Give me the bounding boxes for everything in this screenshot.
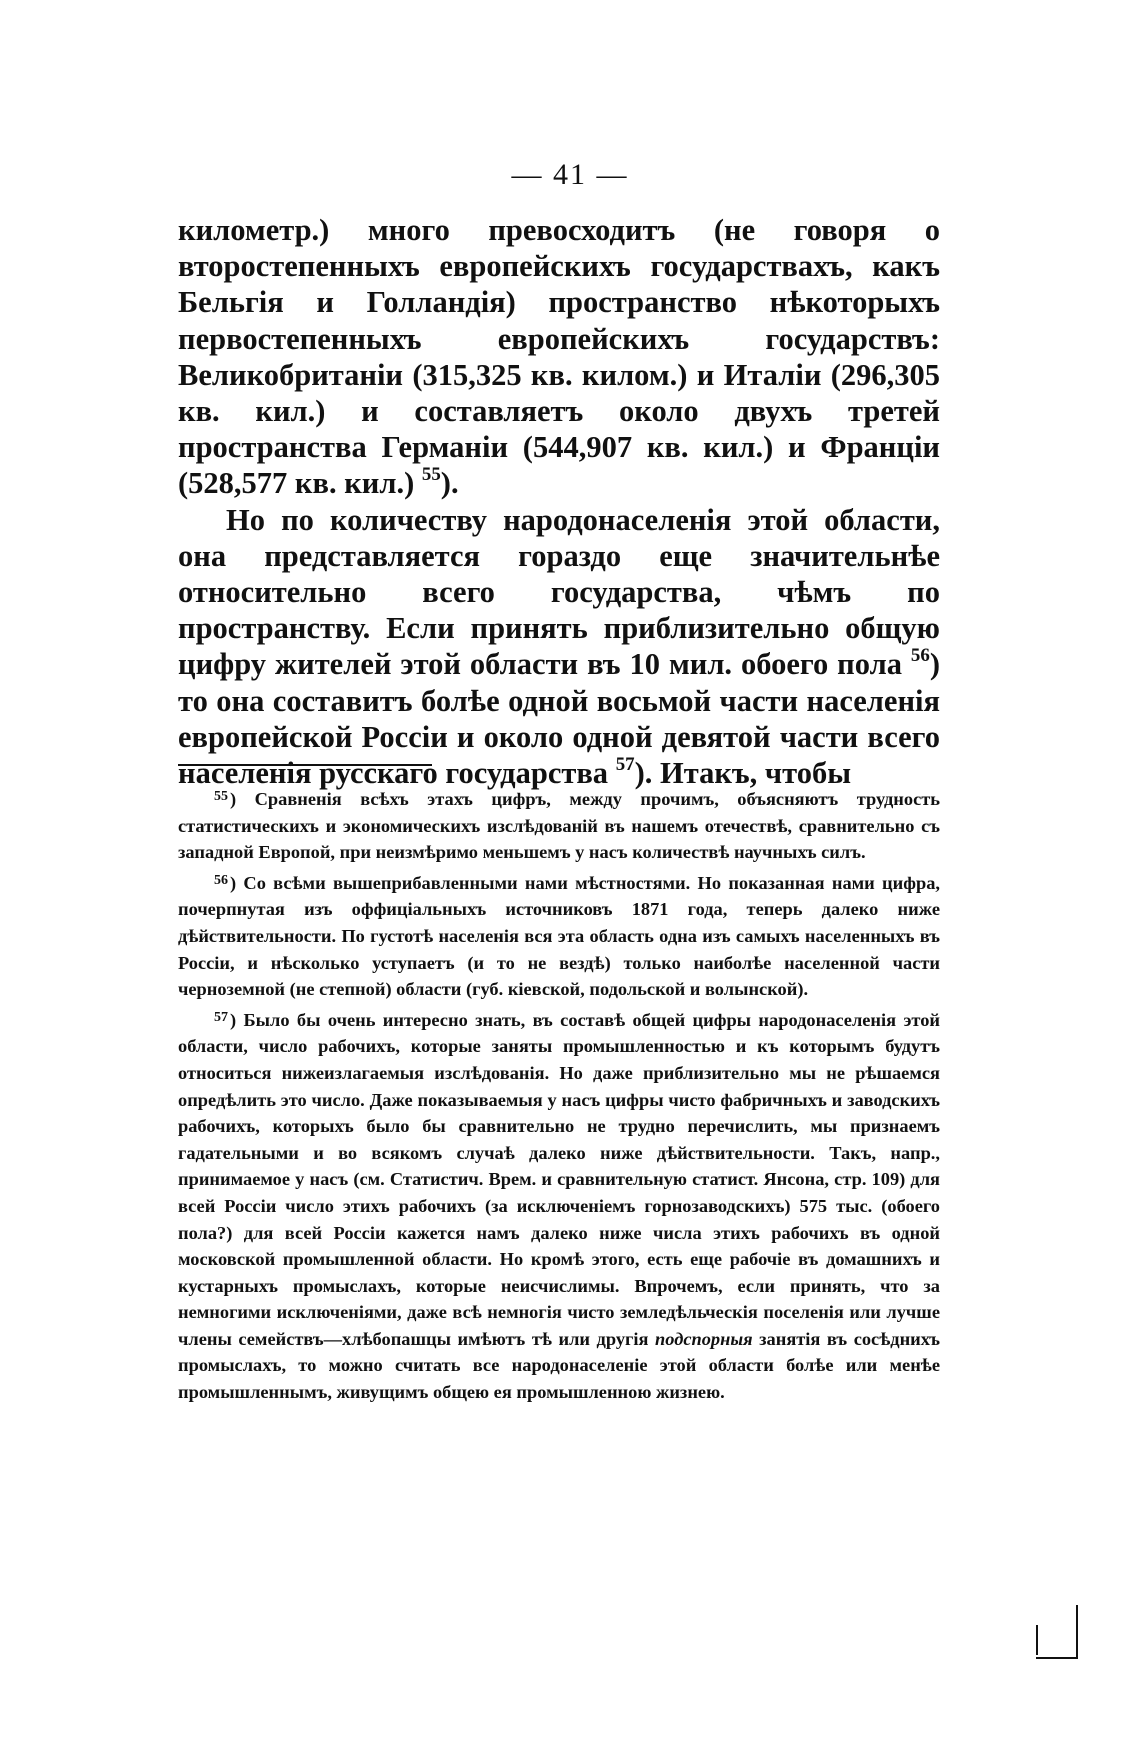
corner-crop-mark	[1036, 1605, 1078, 1659]
footnote-56	[178, 868, 940, 1003]
footnote-56-text: ) Со всѣми вышеприбавленными нами мѣстностями. Но показанная нами цифра, почерпнутая изъ оффиціальныхъ источниковъ 1871 года, теперь далеко ниже дѣйствительности. По густотѣ населенія вся эта область одна изъ самыхъ населенныхъ въ Россіи, и нѣсколько уступаетъ (и то не вездѣ) только наиболѣе населенной части черноземной (не степной) области (губ. кіевской, подольской и волынской).	[178, 872, 940, 1000]
paragraph-2-text-2: ) то она составитъ болѣе одной восьмой части населенія европейской Россіи и около одной девятой части всего населенія русскаго государства	[178, 647, 940, 791]
footnote-ref-56[interactable]: 56	[910, 645, 930, 667]
footnote-57-text-1: ) Было бы очень интересно знать, въ составѣ общей цифры народонаселенія этой области, число рабочихъ, которые заняты промышленностью и къ которымъ будутъ относиться нижеизлагаемыя изслѣдованія. Но даже приблизительно мы не рѣшаемся опредѣлить это число. Даже показываемыя у насъ цифры чисто фабричныхъ и заводскихъ рабочихъ, которыхъ было бы сравнительно не трудно перечислить, мы признаемъ гадательными и во всякомъ случаѣ далеко ниже дѣйствительности. Такъ, напр., принимаемое у насъ (см. Статистич. Врем. и сравнительную статист. Янсона, стр. 109) для всей Россіи число этихъ рабочихъ (за исключеніемъ горнозаводскихъ) 575 тыс. (обоего пола?) для всей Россіи кажется намъ далеко ниже числа этихъ рабочихъ въ одной московской промышленной области. Но кромѣ этого, есть еще рабочіе въ домашнихъ и кустарныхъ промыслахъ, которые неисчислимы. Впрочемъ, если принять, что за немногими исключеніями, даже всѣ немногія чисто земледѣльческія поселенія или лучше члены семействъ—хлѣбопашцы имѣютъ тѣ или другія	[178, 1009, 940, 1349]
corner-tick-mark	[1036, 1625, 1038, 1655]
paragraph-1	[178, 212, 940, 502]
paragraph-2	[178, 502, 940, 792]
footnotes	[178, 784, 940, 1408]
paragraph-1-text: километр.) много превосходитъ (не говоря о второстепенныхъ европейскихъ государствахъ, какъ Бельгія и Голландія) пространство нѣкоторыхъ первостепенныхъ европейскихъ государствъ: Великобританіи (315,325 кв. килом.) и Италіи (296,305 кв. кил.) и составляетъ около двухъ третей пространства Германіи (544,907 кв. кил.) и Франціи (528,577 кв. кил.)	[178, 213, 940, 501]
footnote-mark-55: 55	[214, 789, 228, 804]
footnote-ref-57[interactable]: 57	[615, 753, 635, 775]
footnote-55	[178, 784, 940, 866]
footnote-mark-56: 56	[214, 872, 228, 888]
paragraph-1-tail: ).	[440, 466, 459, 501]
footnote-ref-55[interactable]: 55	[421, 464, 441, 486]
footnote-57	[178, 1005, 940, 1406]
footnote-separator	[178, 764, 432, 766]
paragraph-2-text-1: Но по количеству народонаселенія этой области, она представляется гораздо еще значительнѣе относительно всего государства, чѣмъ по пространству. Если принять приблизительно общую цифру жителей этой области въ 10 мил. обоего пола	[178, 502, 940, 682]
footnote-57-text-2: занятія въ сосѣднихъ промыслахъ, то можно считать все народонаселеніе этой области болѣе или менѣе промышленнымъ, живущимъ общею ея промышленною жизнею.	[178, 1328, 940, 1403]
main-text	[178, 212, 940, 791]
footnote-mark-57: 57	[214, 1009, 228, 1025]
paragraph-2-text-3: ). Итакъ, чтобы	[634, 756, 852, 791]
footnote-57-italic: подспорныя	[655, 1328, 753, 1349]
page-number: — 41 —	[511, 158, 629, 191]
footnote-55-text: ) Сравненія всѣхъ этахъ цифръ, между прочимъ, объясняютъ трудность статистическихъ и экономическихъ изслѣдованій въ нашемъ отечествѣ, сравнительно съ западной Европой, при неизмѣримо меньшемъ у насъ количествѣ научныхъ силъ.	[178, 789, 940, 863]
